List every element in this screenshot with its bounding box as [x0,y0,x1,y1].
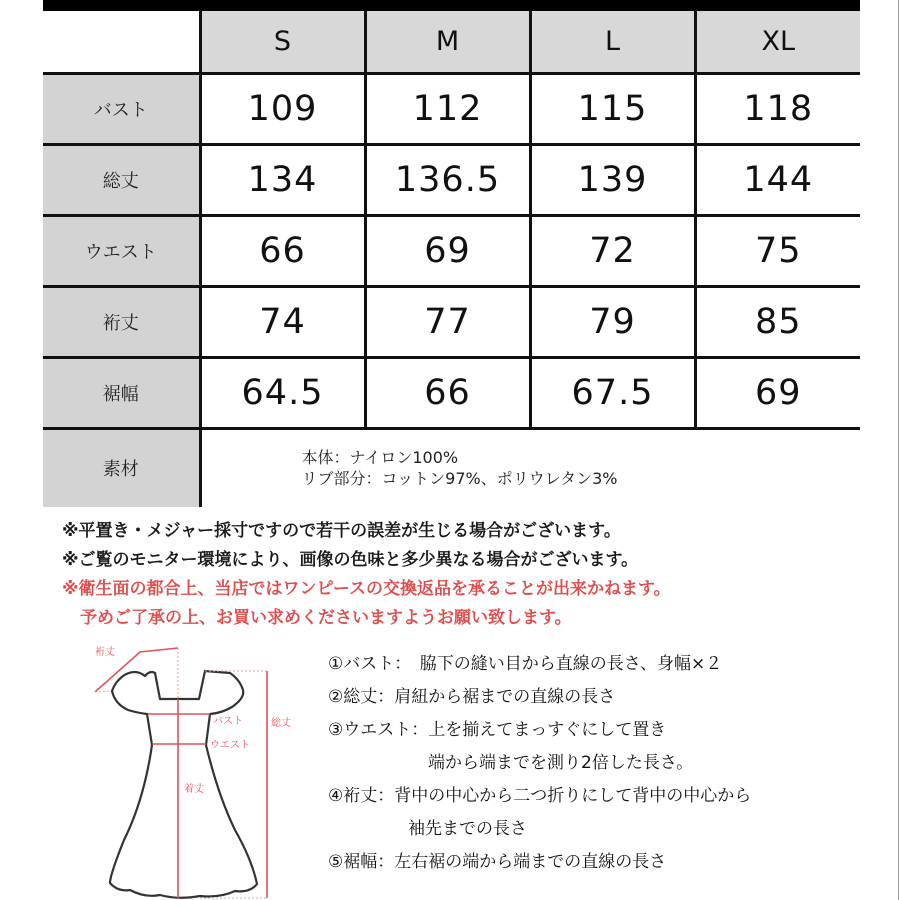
cell-value: 109 [200,74,365,145]
cell-value: 77 [365,287,530,358]
cell-value: 66 [365,358,530,429]
note-measurement-error: ※平置き・メジャー採寸ですので若干の誤差が生じる場合がございます。 [62,521,621,541]
note-no-returns: ※衛生面の都合上、当店ではワンピースの交換返品を承ることが出来かねます。 [62,579,671,599]
definition-waist: ③ウエスト：上を揃えてまっすぐにして置き [328,720,667,740]
row-label: 裄丈 [43,287,200,358]
cell-value: 79 [530,287,695,358]
diagram-label-total-length: 総丈 [271,718,291,729]
size-header-m: M [365,11,530,74]
right-edge-divider [898,0,899,900]
cell-value: 134 [200,145,365,216]
cell-value: 72 [530,216,695,287]
cell-value: 118 [695,74,860,145]
cell-value: 64.5 [200,358,365,429]
diagram-label-bust: バスト [213,716,243,727]
material-line-body: 本体：ナイロン100% [301,448,459,468]
definition-waist-cont: 端から端までを測り2倍した長さ。 [428,753,694,773]
top-black-bar [43,0,860,11]
cell-value: 74 [200,287,365,358]
definition-hem-width: ⑤裾幅：左右裾の端から端までの直線の長さ [328,852,667,872]
size-header-l: L [530,11,695,74]
table-row-total-length [43,145,860,216]
measurement-definitions [328,648,868,879]
size-header-row [43,11,860,74]
cell-value: 75 [695,216,860,287]
cell-value: 85 [695,287,860,358]
table-row-hem-width [43,358,860,429]
size-header-xl: XL [695,11,860,74]
cell-value: 144 [695,145,860,216]
cell-value: 67.5 [530,358,695,429]
table-row-sleeve-length [43,287,860,358]
row-label: 素材 [43,429,200,507]
diagram-label-sleeve: 裄丈 [95,647,115,658]
row-label: バスト [43,74,200,145]
material-description [200,429,860,507]
notes-section [62,517,862,633]
table-row-waist [43,216,860,287]
definition-bust: ①バスト： 脇下の縫い目から直線の長さ、身幅×２ [328,654,723,674]
row-label: 裾幅 [43,358,200,429]
definition-total-length: ②総丈：肩紐から裾までの直線の長さ [328,687,616,707]
cell-value: 112 [365,74,530,145]
table-row-bust [43,74,860,145]
table-row-material [43,429,860,507]
row-label: 総丈 [43,145,200,216]
cell-value: 139 [530,145,695,216]
material-line-rib: リブ部分：コットン97%、ポリウレタン3% [301,469,618,489]
cell-value: 69 [695,358,860,429]
note-monitor-color: ※ご覧のモニター環境により、画像の色味と多少異なる場合がございます。 [62,550,639,570]
dress-outline-icon [60,640,320,900]
size-header-s: S [200,11,365,74]
cell-value: 69 [365,216,530,287]
diagram-label-waist: ウエスト [210,740,250,751]
row-label: ウエスト [43,216,200,287]
cell-value: 136.5 [365,145,530,216]
size-chart-table [43,11,860,507]
dress-measurement-diagram [60,640,320,900]
cell-value: 115 [530,74,695,145]
diagram-label-length: 着丈 [184,784,204,795]
cell-value: 66 [200,216,365,287]
definition-sleeve-length-cont: 袖先までの長さ [408,819,527,839]
header-corner-cell [43,11,200,74]
definition-sleeve-length: ④裄丈：背中の中心から二つ折りにして背中の中心から [328,786,752,806]
note-acknowledge: 予めご了承の上、お買い求めくださいますようお願い致します。 [80,608,572,628]
